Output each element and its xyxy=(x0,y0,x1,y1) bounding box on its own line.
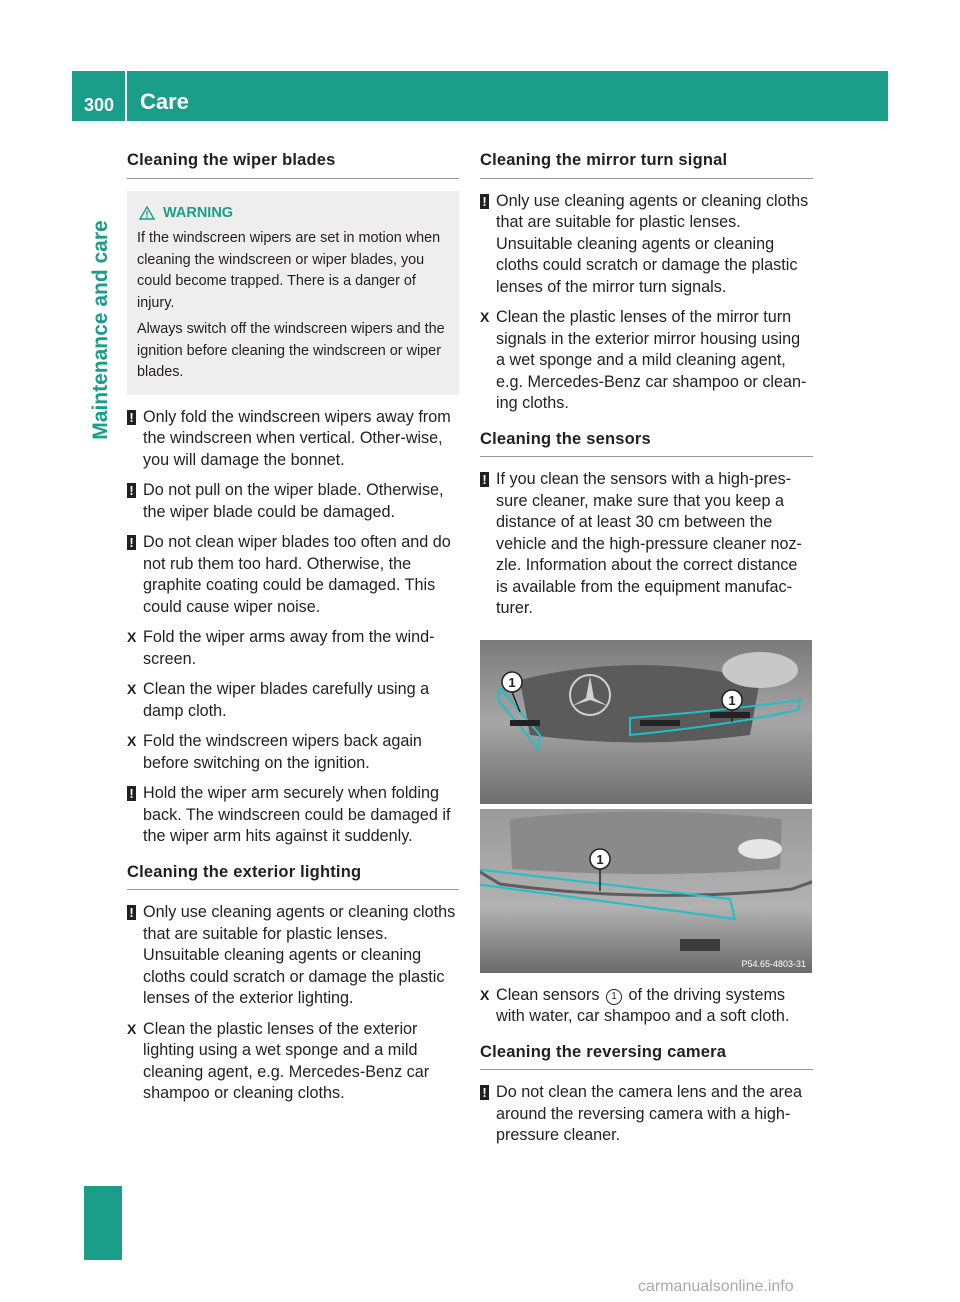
step-arrow-icon: X xyxy=(127,733,137,749)
exclamation-icon: ! xyxy=(127,786,136,801)
rear-bumper-sensors-image xyxy=(480,809,812,973)
section-title: Care xyxy=(140,89,189,114)
right-column xyxy=(480,150,813,1156)
exclamation-icon: ! xyxy=(127,905,136,920)
note-text: Only use cleaning agents or cleaning cloths that are suitable for plastic lenses. Unsuitable cleaning agents or cleaning cloths could scratch or damage the plastic lenses of the mirror turn signals. xyxy=(496,191,809,296)
step-arrow-icon: X xyxy=(127,1020,137,1037)
note-item xyxy=(127,407,459,472)
step-item xyxy=(480,985,813,1028)
warning-triangle-icon xyxy=(139,206,155,220)
note-text: Do not clean wiper blades too often and do not rub them too hard. Otherwise, the graphite coating could be damaged. This could cause wiper noise. xyxy=(143,533,451,616)
warning-box xyxy=(127,191,459,395)
step-text: Fold the windscreen wipers back again before switching on the ignition. xyxy=(143,732,422,772)
warning-text-1: If the windscreen wipers are set in motion when cleaning the windscreen or wiper blades, you could become trapped. There is a danger of injury. xyxy=(137,230,441,311)
note-item xyxy=(127,783,459,848)
note-item xyxy=(480,1082,813,1147)
sensors-heading: Cleaning the sensors xyxy=(480,429,813,458)
note-item xyxy=(127,902,459,1010)
step-text-post: of the driving systems with water, car shampoo and a soft cloth. xyxy=(496,985,790,1025)
note-text: Do not clean the camera lens and the area around the reversing camera with a high-pressure cleaner. xyxy=(496,1083,802,1144)
exclamation-icon: ! xyxy=(127,410,136,425)
note-text: Only use cleaning agents or cleaning cloths that are suitable for plastic lenses. Unsuitable cleaning agents or cleaning cloths could scratch or damage the plastic lenses of the exterior lighting. xyxy=(143,903,456,1007)
page-number: 300 xyxy=(84,95,115,115)
note-item xyxy=(127,532,459,618)
front-bumper-sensors-image xyxy=(480,640,812,804)
side-chapter-label: Maintenance and care xyxy=(89,220,112,440)
callout-number: 1 xyxy=(508,674,516,690)
note-text: Hold the wiper arm securely when folding back. The windscreen could be damaged if the wiper arm hits against it suddenly. xyxy=(143,784,451,845)
note-item xyxy=(480,469,813,620)
step-item xyxy=(127,1019,459,1105)
step-text: Clean the plastic lenses of the exterior lighting using a wet sponge and a mild cleaning agent, e.g. Mercedes-Benz car shampoo or cleaning cloths. xyxy=(143,1019,430,1102)
wiper-heading: Cleaning the wiper blades xyxy=(127,150,459,179)
warning-text-2: Always switch off the windscreen wipers and the ignition before cleaning the windscreen or wiper blades. xyxy=(137,321,445,380)
step-item xyxy=(127,679,459,722)
step-arrow-icon: X xyxy=(127,629,137,645)
exclamation-icon: ! xyxy=(480,1085,489,1100)
note-text: If you clean the sensors with a high-pres-sure cleaner, make sure that you keep a distance of at least 30 cm between the vehicle and the high-pressure cleaner noz-zle. Information about the correct distance is available from the equipment manufac-turer. xyxy=(496,470,802,617)
step-text: Clean the wiper blades carefully using a damp cloth. xyxy=(143,680,430,720)
step-item xyxy=(127,731,459,774)
exclamation-icon: ! xyxy=(480,194,489,209)
warning-label: WARNING xyxy=(163,204,234,221)
watermark: carmanualsonline.info xyxy=(638,1278,794,1295)
callout-number: 1 xyxy=(596,851,604,867)
step-arrow-icon: X xyxy=(480,309,490,325)
callout-number: 1 xyxy=(728,692,736,708)
exclamation-icon: ! xyxy=(480,472,489,487)
step-item xyxy=(127,627,459,670)
camera-heading: Cleaning the reversing camera xyxy=(480,1042,813,1071)
note-text: Do not pull on the wiper blade. Otherwise, the wiper blade could be damaged. xyxy=(143,481,444,521)
step-item xyxy=(480,307,813,415)
step-arrow-icon: X xyxy=(127,681,137,697)
step-text: Clean the plastic lenses of the mirror turn signals in the exterior mirror housing using a wet sponge and a mild cleaning agent, e.g. Mercedes-Benz car shampoo or clean-ing cloths. xyxy=(496,308,807,412)
header-divider xyxy=(125,71,127,121)
warning-header xyxy=(137,203,449,225)
page-header-bar xyxy=(72,71,888,121)
note-text: Only fold the windscreen wipers away from the windscreen when vertical. Other-wise, you will damage the bonnet. xyxy=(143,407,451,469)
step-text-pre: Clean sensors xyxy=(496,985,600,1004)
step-text: Fold the wiper arms away from the wind-screen. xyxy=(143,628,435,668)
exclamation-icon: ! xyxy=(127,535,136,550)
callout-number: 1 xyxy=(606,989,622,1005)
step-arrow-icon: X xyxy=(480,986,490,1003)
side-chapter-marker xyxy=(84,1186,122,1260)
image-code: P54.65-4803-31 xyxy=(741,958,806,969)
mirror-heading: Cleaning the mirror turn signal xyxy=(480,150,813,179)
note-item xyxy=(127,480,459,523)
note-item xyxy=(480,191,813,299)
lighting-heading: Cleaning the exterior lighting xyxy=(127,862,459,891)
left-column xyxy=(127,150,459,1114)
exclamation-icon: ! xyxy=(127,483,136,498)
